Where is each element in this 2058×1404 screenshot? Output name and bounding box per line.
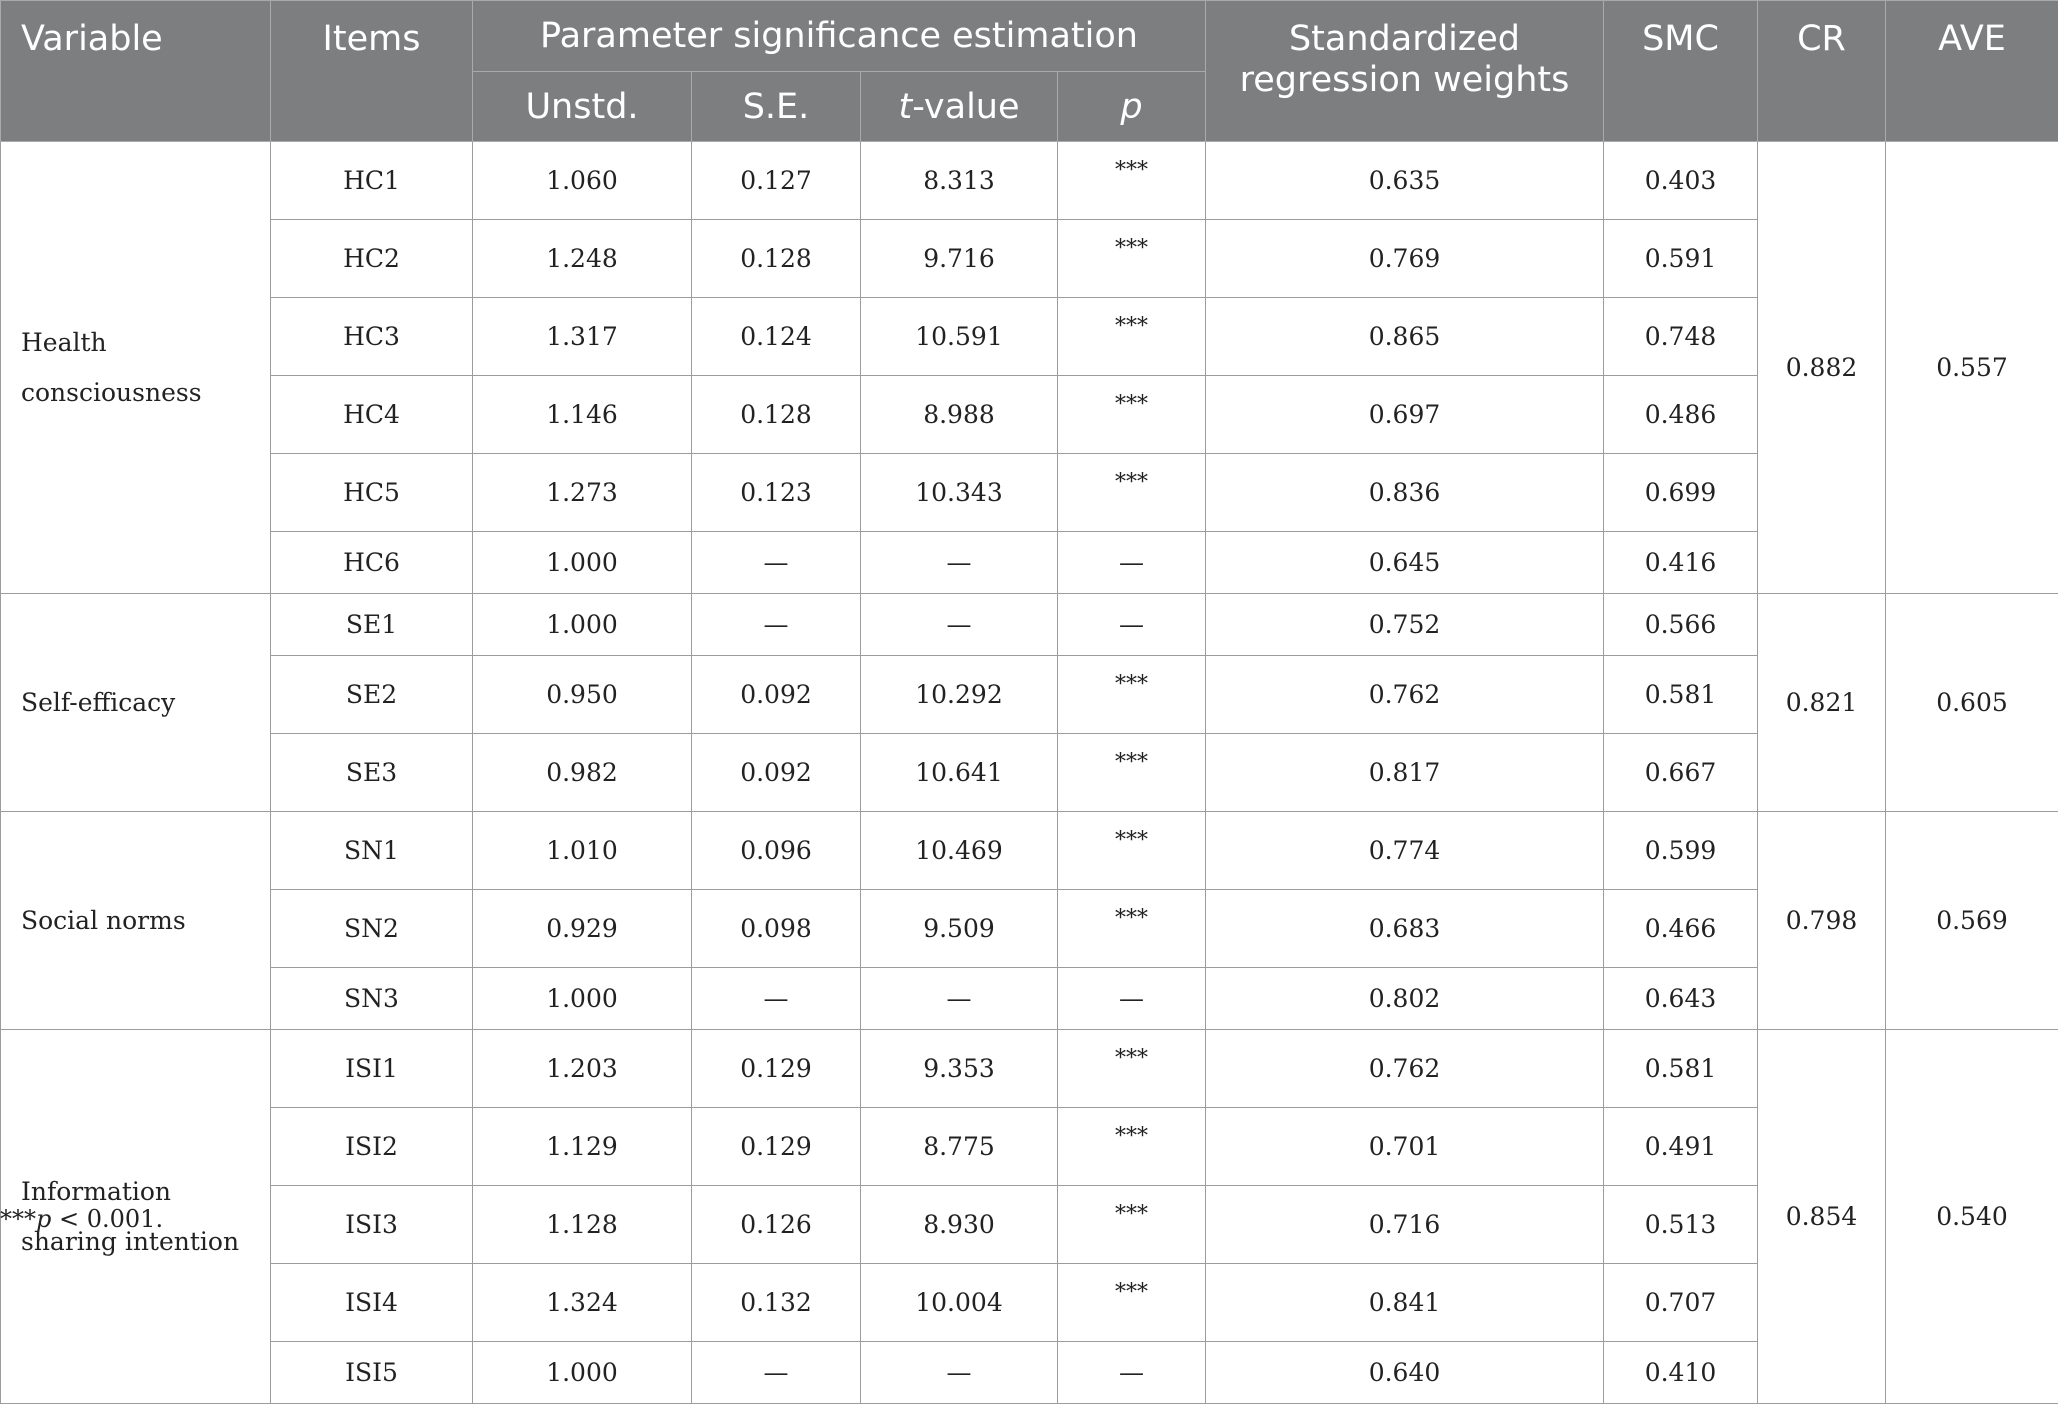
- unstd-cell: 1.060: [473, 142, 692, 220]
- item-cell: HC5: [271, 454, 473, 532]
- unstd-cell: 1.273: [473, 454, 692, 532]
- smc-cell: 0.491: [1604, 1108, 1758, 1186]
- table-row: [1, 454, 2058, 532]
- unstd-cell: 1.000: [473, 968, 692, 1030]
- p-cell: ***: [1058, 812, 1206, 890]
- table-row: [1, 656, 2058, 734]
- footnote-stars: ***: [0, 1205, 36, 1233]
- cr-cell: 0.854: [1758, 1030, 1886, 1404]
- smc-cell: 0.591: [1604, 220, 1758, 298]
- t-value-cell: 9.353: [861, 1030, 1058, 1108]
- t-value-cell: 8.930: [861, 1186, 1058, 1264]
- std-weight-cell: 0.769: [1206, 220, 1604, 298]
- header-unstd: Unstd.: [473, 72, 692, 142]
- item-cell: ISI4: [271, 1264, 473, 1342]
- se-cell: 0.132: [692, 1264, 861, 1342]
- table-row: [1, 734, 2058, 812]
- t-value-cell: 9.716: [861, 220, 1058, 298]
- table-row: [1, 890, 2058, 968]
- unstd-cell: 1.324: [473, 1264, 692, 1342]
- std-weight-cell: 0.701: [1206, 1108, 1604, 1186]
- header-t-suffix: -value: [912, 87, 1019, 127]
- table-row: [1, 142, 2058, 220]
- smc-cell: 0.466: [1604, 890, 1758, 968]
- t-value-cell: —: [861, 1342, 1058, 1404]
- table-row: [1, 220, 2058, 298]
- table-row: [1, 376, 2058, 454]
- header-variable: Variable: [1, 1, 271, 142]
- table-row: [1, 812, 2058, 890]
- item-cell: HC6: [271, 532, 473, 594]
- variable-cell: [1, 594, 271, 812]
- std-weight-cell: 0.762: [1206, 656, 1604, 734]
- se-cell: 0.092: [692, 656, 861, 734]
- p-cell: —: [1058, 968, 1206, 1030]
- std-weight-cell: 0.716: [1206, 1186, 1604, 1264]
- unstd-cell: 0.982: [473, 734, 692, 812]
- header-t-value: [861, 72, 1058, 142]
- t-value-cell: 10.591: [861, 298, 1058, 376]
- header-t-letter: t: [898, 87, 912, 127]
- variable-name-line1: Information: [21, 1177, 171, 1206]
- item-cell: HC4: [271, 376, 473, 454]
- variable-name-line2: consciousness: [21, 378, 202, 407]
- unstd-cell: 1.000: [473, 594, 692, 656]
- std-weight-cell: 0.697: [1206, 376, 1604, 454]
- smc-cell: 0.581: [1604, 1030, 1758, 1108]
- t-value-cell: 10.343: [861, 454, 1058, 532]
- smc-cell: 0.410: [1604, 1342, 1758, 1404]
- smc-cell: 0.699: [1604, 454, 1758, 532]
- std-weight-cell: 0.762: [1206, 1030, 1604, 1108]
- t-value-cell: 10.641: [861, 734, 1058, 812]
- variable-cell: [1, 812, 271, 1030]
- std-weight-cell: 0.645: [1206, 532, 1604, 594]
- cr-cell: 0.882: [1758, 142, 1886, 594]
- header-items: Items: [271, 1, 473, 142]
- item-cell: SN1: [271, 812, 473, 890]
- t-value-cell: —: [861, 968, 1058, 1030]
- std-weight-cell: 0.836: [1206, 454, 1604, 532]
- smc-cell: 0.599: [1604, 812, 1758, 890]
- unstd-cell: 1.317: [473, 298, 692, 376]
- footnote-p: p: [36, 1205, 51, 1233]
- header-std-line1: Standardized: [1289, 19, 1520, 59]
- table-row: [1, 1030, 2058, 1108]
- variable-name-line1: Social norms: [21, 906, 186, 935]
- se-cell: —: [692, 968, 861, 1030]
- smc-cell: 0.581: [1604, 656, 1758, 734]
- smc-cell: 0.416: [1604, 532, 1758, 594]
- variable-name-line2: sharing intention: [21, 1227, 239, 1256]
- se-cell: 0.129: [692, 1108, 861, 1186]
- se-cell: —: [692, 1342, 861, 1404]
- header-cr: CR: [1758, 1, 1886, 142]
- se-cell: 0.092: [692, 734, 861, 812]
- p-cell: ***: [1058, 734, 1206, 812]
- t-value-cell: 10.004: [861, 1264, 1058, 1342]
- p-cell: —: [1058, 532, 1206, 594]
- header-p-letter: p: [1120, 87, 1142, 127]
- item-cell: HC2: [271, 220, 473, 298]
- table-header: [1, 1, 2058, 142]
- unstd-cell: 1.146: [473, 376, 692, 454]
- variable-cell: [1, 142, 271, 594]
- unstd-cell: 1.000: [473, 1342, 692, 1404]
- item-cell: HC3: [271, 298, 473, 376]
- se-cell: 0.126: [692, 1186, 861, 1264]
- se-cell: 0.127: [692, 142, 861, 220]
- p-cell: ***: [1058, 890, 1206, 968]
- std-weight-cell: 0.635: [1206, 142, 1604, 220]
- p-cell: ***: [1058, 1108, 1206, 1186]
- item-cell: ISI1: [271, 1030, 473, 1108]
- p-cell: ***: [1058, 376, 1206, 454]
- item-cell: SE3: [271, 734, 473, 812]
- t-value-cell: —: [861, 594, 1058, 656]
- ave-cell: 0.540: [1886, 1030, 2058, 1404]
- t-value-cell: 8.775: [861, 1108, 1058, 1186]
- item-cell: ISI3: [271, 1186, 473, 1264]
- smc-cell: 0.403: [1604, 142, 1758, 220]
- ave-cell: 0.557: [1886, 142, 2058, 594]
- std-weight-cell: 0.752: [1206, 594, 1604, 656]
- p-cell: —: [1058, 1342, 1206, 1404]
- t-value-cell: 10.292: [861, 656, 1058, 734]
- item-cell: ISI5: [271, 1342, 473, 1404]
- se-cell: 0.129: [692, 1030, 861, 1108]
- se-cell: 0.123: [692, 454, 861, 532]
- item-cell: SE1: [271, 594, 473, 656]
- table-row: [1, 1264, 2058, 1342]
- p-cell: ***: [1058, 220, 1206, 298]
- table-row: [1, 298, 2058, 376]
- std-weight-cell: 0.802: [1206, 968, 1604, 1030]
- header-p: [1058, 72, 1206, 142]
- smc-cell: 0.486: [1604, 376, 1758, 454]
- unstd-cell: 1.128: [473, 1186, 692, 1264]
- p-cell: ***: [1058, 656, 1206, 734]
- header-parameter-group: Parameter significance estimation: [473, 1, 1206, 72]
- unstd-cell: 1.010: [473, 812, 692, 890]
- se-cell: 0.098: [692, 890, 861, 968]
- p-cell: ***: [1058, 142, 1206, 220]
- table-row: [1, 1342, 2058, 1404]
- t-value-cell: —: [861, 532, 1058, 594]
- se-cell: 0.128: [692, 376, 861, 454]
- std-weight-cell: 0.640: [1206, 1342, 1604, 1404]
- t-value-cell: 10.469: [861, 812, 1058, 890]
- table-row: [1, 968, 2058, 1030]
- p-cell: ***: [1058, 1030, 1206, 1108]
- unstd-cell: 0.950: [473, 656, 692, 734]
- ave-cell: 0.569: [1886, 812, 2058, 1030]
- table-row: [1, 594, 2058, 656]
- std-weight-cell: 0.774: [1206, 812, 1604, 890]
- table-row: [1, 1186, 2058, 1264]
- unstd-cell: 1.129: [473, 1108, 692, 1186]
- header-se: S.E.: [692, 72, 861, 142]
- std-weight-cell: 0.683: [1206, 890, 1604, 968]
- se-cell: 0.096: [692, 812, 861, 890]
- unstd-cell: 1.248: [473, 220, 692, 298]
- table-row: [1, 532, 2058, 594]
- smc-cell: 0.513: [1604, 1186, 1758, 1264]
- smc-cell: 0.566: [1604, 594, 1758, 656]
- smc-cell: 0.667: [1604, 734, 1758, 812]
- t-value-cell: 8.988: [861, 376, 1058, 454]
- cr-cell: 0.798: [1758, 812, 1886, 1030]
- item-cell: SN3: [271, 968, 473, 1030]
- header-ave: AVE: [1886, 1, 2058, 142]
- cr-cell: 0.821: [1758, 594, 1886, 812]
- smc-cell: 0.643: [1604, 968, 1758, 1030]
- item-cell: HC1: [271, 142, 473, 220]
- table-row: [1, 1108, 2058, 1186]
- p-cell: ***: [1058, 298, 1206, 376]
- std-weight-cell: 0.865: [1206, 298, 1604, 376]
- header-standardized-weights: [1206, 1, 1604, 142]
- table-footnote: [0, 1205, 163, 1233]
- std-weight-cell: 0.841: [1206, 1264, 1604, 1342]
- se-cell: —: [692, 532, 861, 594]
- item-cell: SE2: [271, 656, 473, 734]
- p-cell: —: [1058, 594, 1206, 656]
- smc-cell: 0.707: [1604, 1264, 1758, 1342]
- unstd-cell: 0.929: [473, 890, 692, 968]
- table-body: [1, 142, 2058, 1404]
- ave-cell: 0.605: [1886, 594, 2058, 812]
- variable-name-line1: Health: [21, 328, 107, 357]
- smc-cell: 0.748: [1604, 298, 1758, 376]
- p-cell: ***: [1058, 454, 1206, 532]
- se-cell: 0.124: [692, 298, 861, 376]
- header-std-line2: regression weights: [1240, 60, 1570, 100]
- std-weight-cell: 0.817: [1206, 734, 1604, 812]
- footnote-rest: < 0.001.: [51, 1205, 163, 1233]
- header-smc: SMC: [1604, 1, 1758, 142]
- item-cell: ISI2: [271, 1108, 473, 1186]
- t-value-cell: 8.313: [861, 142, 1058, 220]
- unstd-cell: 1.000: [473, 532, 692, 594]
- t-value-cell: 9.509: [861, 890, 1058, 968]
- se-cell: 0.128: [692, 220, 861, 298]
- unstd-cell: 1.203: [473, 1030, 692, 1108]
- p-cell: ***: [1058, 1186, 1206, 1264]
- p-cell: ***: [1058, 1264, 1206, 1342]
- item-cell: SN2: [271, 890, 473, 968]
- variable-name-line1: Self-efficacy: [21, 688, 175, 717]
- se-cell: —: [692, 594, 861, 656]
